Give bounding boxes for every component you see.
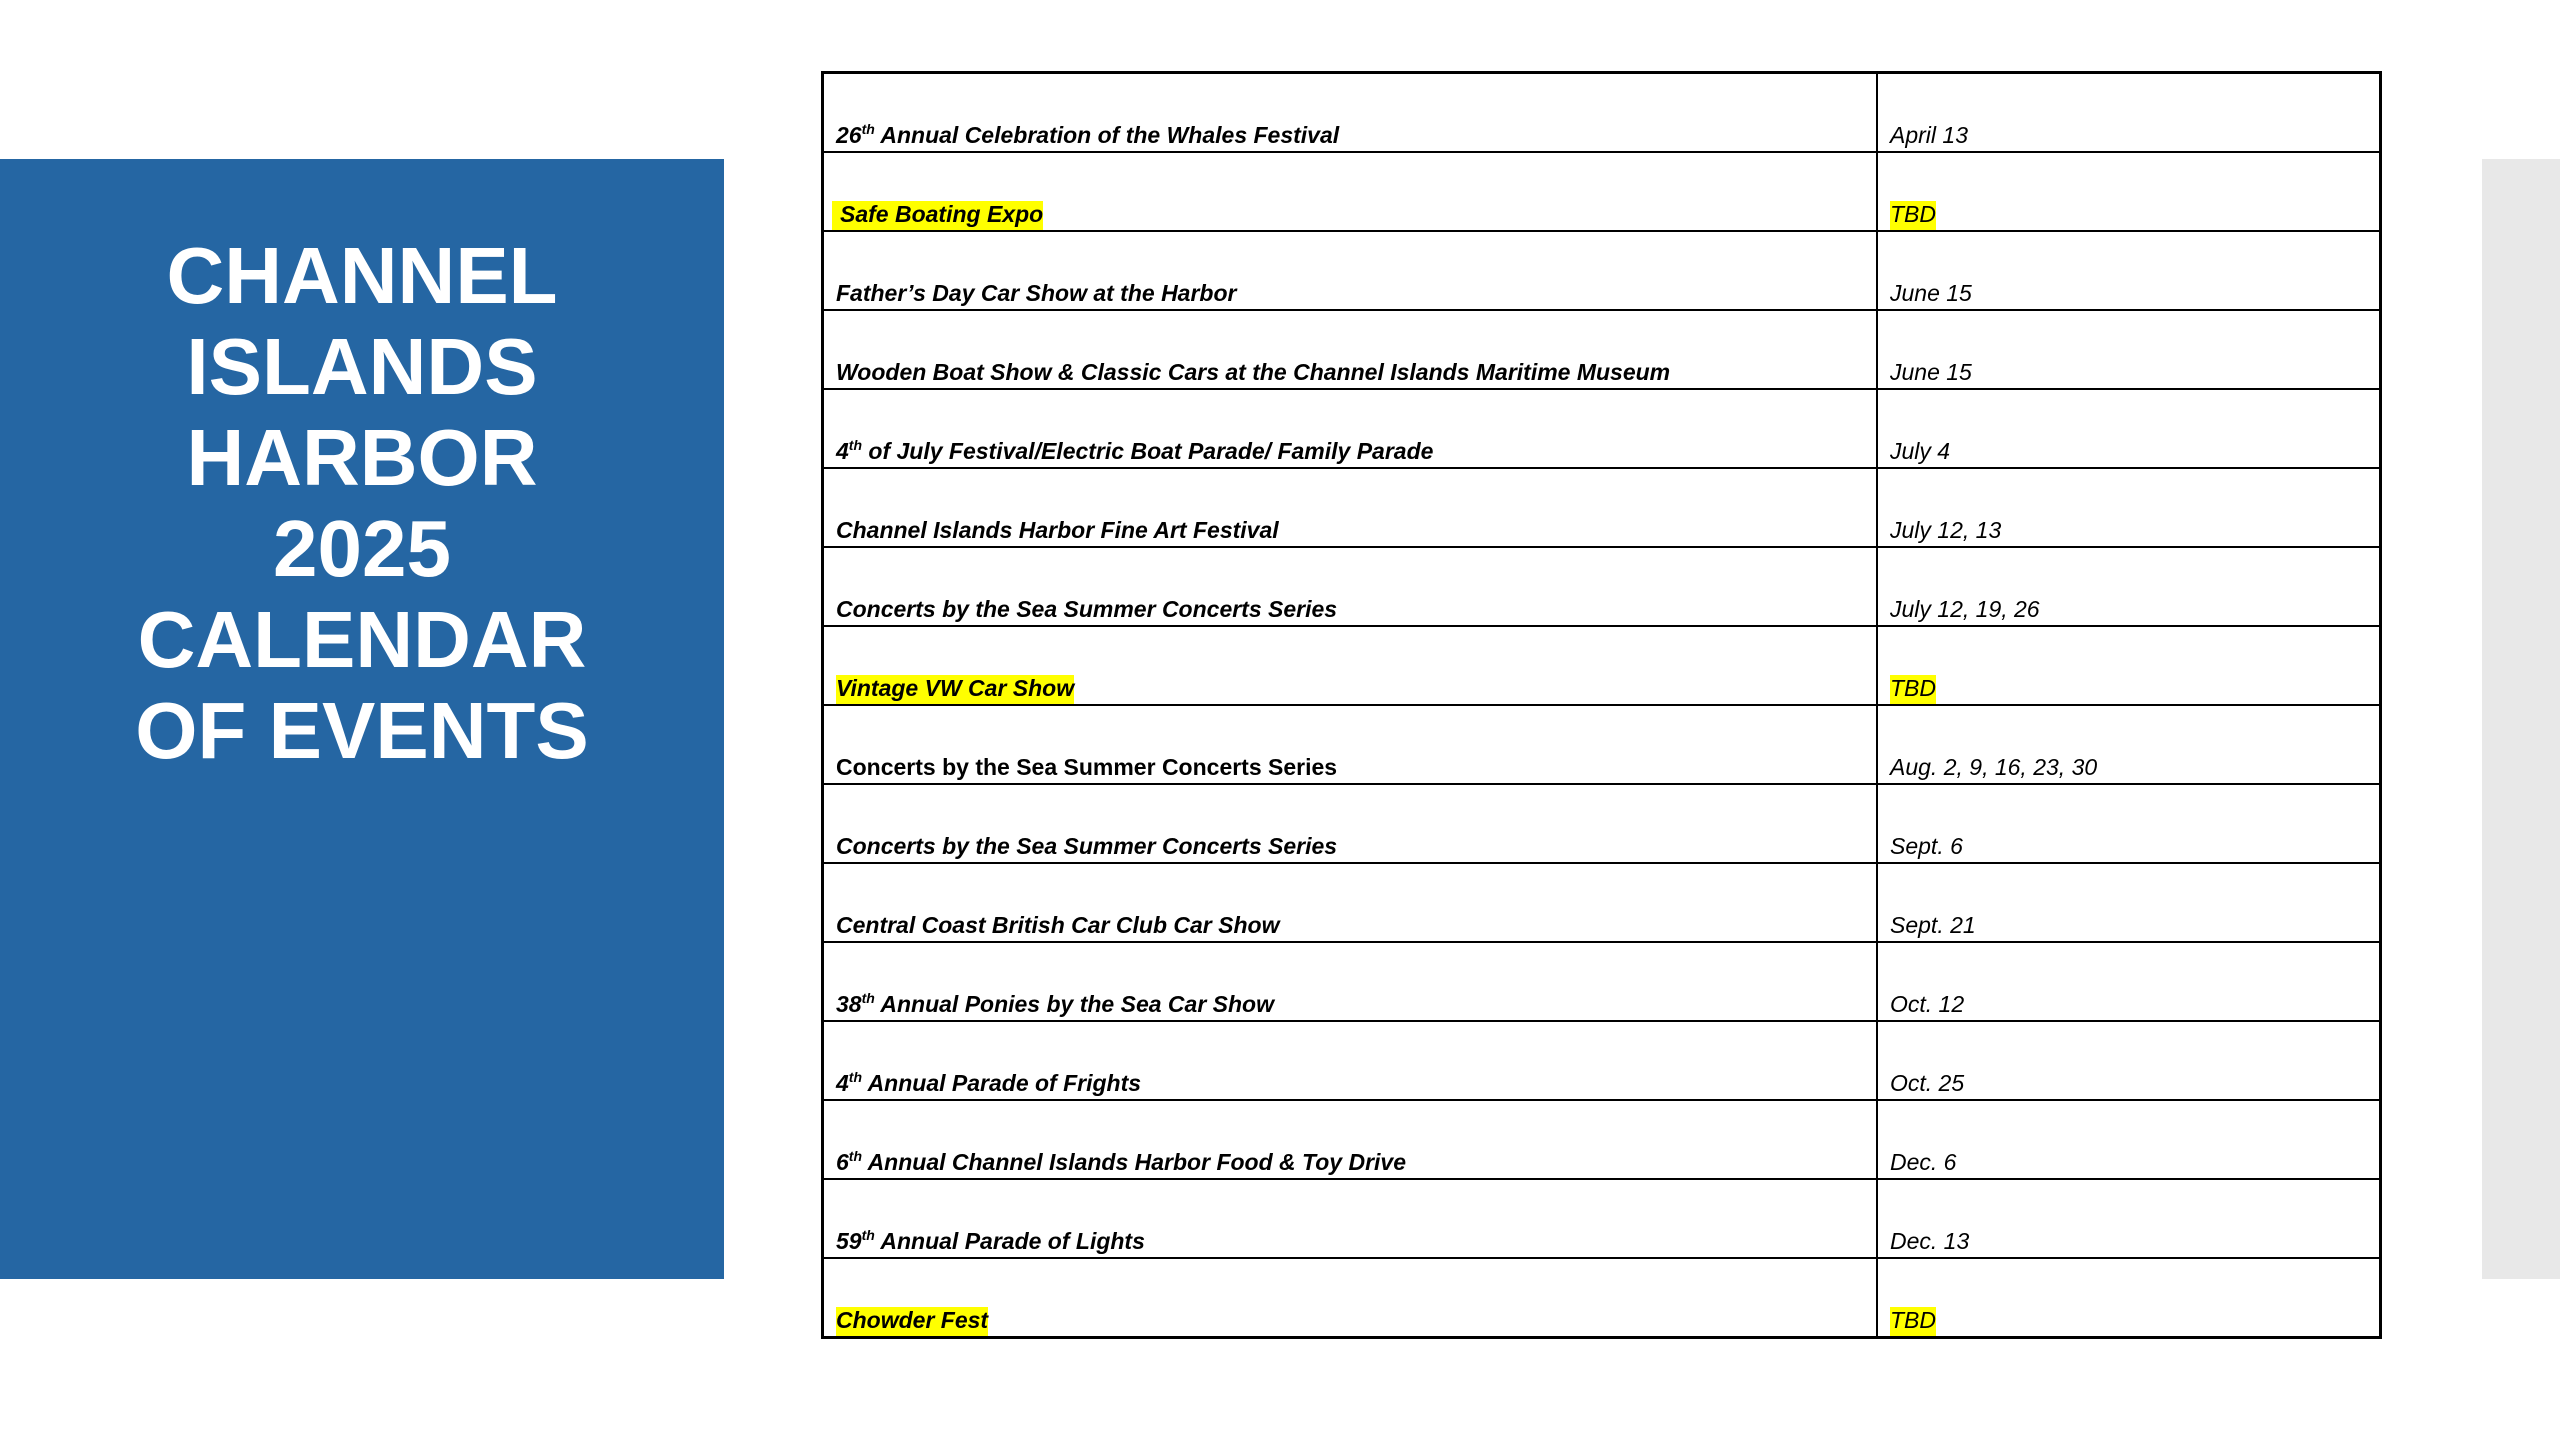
- event-title: Annual Parade of Frights: [867, 1070, 1142, 1096]
- event-date: July 4: [1890, 438, 1951, 464]
- event-date-cell: [1877, 389, 2381, 468]
- event-name: [836, 1228, 1145, 1257]
- table-row: [823, 1179, 2381, 1258]
- table-row: [823, 626, 2381, 705]
- event-date-cell: [1877, 468, 2381, 547]
- event-date: TBD: [1890, 675, 1936, 704]
- event-date-cell: [1877, 310, 2381, 389]
- event-title: of July Festival/Electric Boat Parade/ Family Parade: [868, 438, 1434, 464]
- event-title: Concerts by the Sea Summer Concerts Series: [836, 754, 1338, 780]
- title-line: CALENDAR: [137, 595, 587, 684]
- event-title: Vintage VW Car Show: [836, 675, 1075, 701]
- event-name: [836, 122, 1339, 151]
- event-ordinal-suffix: th: [848, 437, 863, 453]
- event-date-cell: [1877, 1179, 2381, 1258]
- event-date: June 15: [1890, 280, 1972, 306]
- event-name: [836, 596, 1337, 625]
- event-name: [836, 1149, 1406, 1178]
- event-ordinal-suffix: th: [861, 990, 875, 1006]
- event-title: Safe Boating Expo: [840, 201, 1044, 227]
- title-line: OF EVENTS: [135, 686, 589, 775]
- event-date: Dec. 6: [1890, 1149, 1957, 1175]
- event-name-cell: [823, 547, 1878, 626]
- event-name-cell: [823, 784, 1878, 863]
- table-row: [823, 231, 2381, 310]
- event-date-cell: [1877, 1021, 2381, 1100]
- page-title: [0, 230, 724, 776]
- event-ordinal: 26: [836, 122, 862, 148]
- event-date: TBD: [1890, 201, 1936, 230]
- event-ordinal-suffix: th: [848, 1148, 863, 1164]
- event-name-cell: [823, 1258, 1878, 1338]
- event-name-cell: [823, 389, 1878, 468]
- event-title: Annual Channel Islands Harbor Food & Toy Drive: [867, 1149, 1406, 1175]
- event-title: Annual Ponies by the Sea Car Show: [880, 991, 1274, 1017]
- table-row: [823, 1258, 2381, 1338]
- event-date: July 12, 19, 26: [1890, 596, 2040, 622]
- event-name: [836, 833, 1337, 862]
- event-name: [836, 754, 1337, 783]
- event-name-cell: [823, 1179, 1878, 1258]
- event-name-cell: [823, 468, 1878, 547]
- event-date: TBD: [1890, 1307, 1936, 1336]
- side-strip: [2482, 159, 2560, 1279]
- event-title: Wooden Boat Show & Classic Cars at the Channel Islands Maritime Museum: [836, 359, 1671, 385]
- event-date: Aug. 2, 9, 16, 23, 30: [1890, 754, 2098, 780]
- event-title: Chowder Fest: [836, 1307, 989, 1333]
- title-line: CHANNEL: [166, 231, 558, 320]
- table-row: [823, 1021, 2381, 1100]
- table-row: [823, 310, 2381, 389]
- title-line: 2025: [273, 504, 451, 593]
- event-date-cell: [1877, 863, 2381, 942]
- event-ordinal: 6: [836, 1149, 849, 1175]
- event-date-cell: [1877, 231, 2381, 310]
- event-name-cell: [823, 231, 1878, 310]
- event-date-cell: [1877, 1258, 2381, 1338]
- event-name: [836, 1070, 1141, 1099]
- event-date-cell: [1877, 626, 2381, 705]
- event-name: [836, 438, 1433, 467]
- event-date-cell: [1877, 784, 2381, 863]
- event-title: Central Coast British Car Club Car Show: [836, 912, 1280, 938]
- event-name: [836, 991, 1274, 1020]
- title-line: ISLANDS: [186, 322, 538, 411]
- title-line: HARBOR: [186, 413, 538, 502]
- event-name-cell: [823, 73, 1878, 153]
- event-name: [836, 1307, 988, 1336]
- event-ordinal-suffix: th: [848, 1069, 863, 1085]
- event-name-cell: [823, 1021, 1878, 1100]
- event-ordinal-suffix: th: [861, 1227, 875, 1243]
- table-row: [823, 152, 2381, 231]
- events-table-body: [823, 73, 2381, 1338]
- event-name-cell: [823, 152, 1878, 231]
- table-row: [823, 705, 2381, 784]
- event-name-cell: [823, 942, 1878, 1021]
- event-title: Concerts by the Sea Summer Concerts Series: [836, 596, 1338, 622]
- event-ordinal: 4: [836, 438, 849, 464]
- event-name-cell: [823, 863, 1878, 942]
- event-date-cell: [1877, 1100, 2381, 1179]
- event-ordinal: 4: [836, 1070, 849, 1096]
- event-name-cell: [823, 310, 1878, 389]
- event-date-cell: [1877, 705, 2381, 784]
- table-row: [823, 863, 2381, 942]
- event-date-cell: [1877, 73, 2381, 153]
- event-date: Oct. 12: [1890, 991, 1965, 1017]
- event-date-cell: [1877, 152, 2381, 231]
- table-row: [823, 468, 2381, 547]
- event-title: Father’s Day Car Show at the Harbor: [836, 280, 1237, 306]
- event-title: Concerts by the Sea Summer Concerts Series: [836, 833, 1338, 859]
- table-row: [823, 1100, 2381, 1179]
- table-row: [823, 73, 2381, 153]
- event-name-cell: [823, 626, 1878, 705]
- event-title: Annual Celebration of the Whales Festival: [880, 122, 1340, 148]
- table-row: [823, 784, 2381, 863]
- event-name: [836, 280, 1236, 309]
- event-date-cell: [1877, 547, 2381, 626]
- event-date-cell: [1877, 942, 2381, 1021]
- event-date: June 15: [1890, 359, 1972, 385]
- table-row: [823, 389, 2381, 468]
- event-date: Sept. 6: [1890, 833, 1963, 859]
- event-name-cell: [823, 1100, 1878, 1179]
- table-row: [823, 547, 2381, 626]
- event-title: Annual Parade of Lights: [880, 1228, 1145, 1254]
- event-name-cell: [823, 705, 1878, 784]
- event-ordinal-suffix: th: [861, 121, 875, 137]
- event-date: Sept. 21: [1890, 912, 1976, 938]
- event-date: July 12, 13: [1890, 517, 2002, 543]
- table-row: [823, 942, 2381, 1021]
- events-table: [821, 71, 2382, 1339]
- event-ordinal: 38: [836, 991, 862, 1017]
- event-date: Dec. 13: [1890, 1228, 1970, 1254]
- event-name: [832, 201, 1043, 230]
- event-title: Channel Islands Harbor Fine Art Festival: [836, 517, 1279, 543]
- event-date: Oct. 25: [1890, 1070, 1965, 1096]
- event-name: [836, 517, 1279, 546]
- event-name: [836, 675, 1074, 704]
- event-date: April 13: [1890, 122, 1968, 148]
- event-name: [836, 359, 1670, 388]
- event-name: [836, 912, 1279, 941]
- event-ordinal: 59: [836, 1228, 862, 1254]
